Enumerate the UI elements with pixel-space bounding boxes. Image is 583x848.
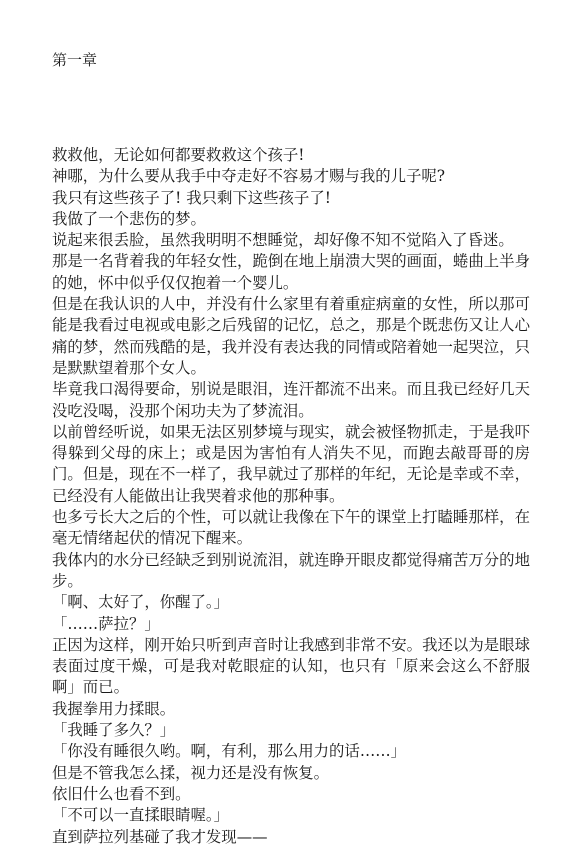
paragraph: 说起来很丢脸，虽然我明明不想睡觉，却好像不知不觉陷入了昏迷。 [52,231,514,250]
paragraph: 毕竟我口渴得要命，别说是眼泪，连汗都流不出来。而且我已经好几天没吃没喝，没那个闲功夫为了梦流泪。 [52,380,530,420]
chapter-body [52,145,530,848]
paragraph: 我做了一个悲伤的梦。 [52,209,206,228]
paragraph: 「不可以一直揉眼睛喔。」 [52,806,229,825]
paragraph: 「……萨拉？」 [52,614,160,633]
paragraph: 但是在我认识的人中，并没有什么家里有着重症病童的女性，所以那可能是我看过电视或电影之后残留的记忆，总之，那是个既悲伤又让人心痛的梦，然而残酷的是，我并没有表达我的同情或陪着她一起哭泣，只是默默望着那个女人。 [52,295,530,377]
chapter-title: 第一章 [52,51,98,69]
paragraph: 救救他，无论如何都要救救这个孩子! [52,146,305,164]
paragraph: 正因为这样，刚开始只听到声音时让我感到非常不安。我还以为是眼球表面过度干燥，可是我对乾眼症的认知，也只有「原来会这么不舒服啊」而已。 [52,635,530,697]
paragraph: 但是不管我怎么揉，视力还是没有恢复。 [52,763,330,782]
paragraph: 以前曾经听说，如果无法区别梦境与现实，就会被怪物抓走，于是我吓得躲到父母的床上；或是因为害怕有人消失不见，而跑去敲哥哥的房门。但是，现在不一样了，我早就过了那样的年纪，无论是幸或不幸，已经没有人能做出让我哭着求他的那种事。 [52,422,530,505]
paragraph: 神哪，为什么要从我手中夺走好不容易才赐与我的儿子呢? [52,167,446,186]
paragraph: 直到萨拉列基碰了我才发现—— [52,827,268,846]
paragraph: 「你没有睡很久哟。啊，有利，那么用力的话……」 [52,742,406,761]
paragraph: 我握拳用力揉眼。 [52,699,176,718]
paragraph: 「啊、太好了，你醒了。」 [52,593,229,612]
paragraph: 也多亏长大之后的个性，可以就让我像在下午的课堂上打瞌睡那样，在毫无情绪起伏的情况下醒来。 [52,508,530,548]
paragraph: 「我睡了多久？」 [52,721,176,740]
paragraph: 我体内的水分已经缺乏到别说流泪，就连睁开眼皮都觉得痛苦万分的地步。 [52,550,530,590]
paragraph: 依旧什么也看不到。 [52,784,191,803]
paragraph: 那是一名背着我的年轻女性，跪倒在地上崩溃大哭的画面，蜷曲上半身的她，怀中似乎仅仅抱着一个婴儿。 [52,252,530,292]
paragraph: 我只有这些孩子了! 我只剩下这些孩子了! [52,188,331,207]
